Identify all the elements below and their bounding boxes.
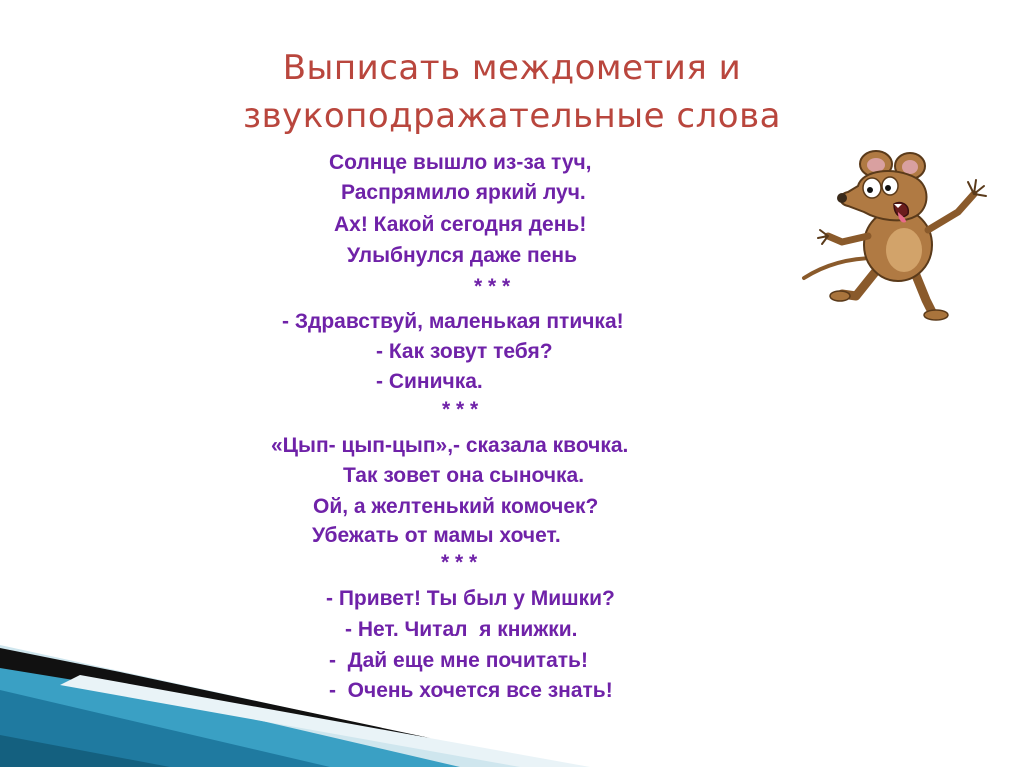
title-line-2: звукоподражательные слова bbox=[243, 96, 781, 136]
poem-line: Солнце вышло из-за туч, bbox=[329, 151, 592, 174]
stanza-separator: * * * bbox=[441, 551, 478, 574]
poem-line: Ах! Какой сегодня день! bbox=[334, 213, 587, 236]
poem-line: - Нет. Читал я книжки. bbox=[345, 618, 578, 641]
poem-line: - Синичка. bbox=[376, 370, 483, 393]
slide-title bbox=[0, 44, 1024, 140]
poem-line: - Как зовут тебя? bbox=[376, 340, 553, 363]
poem-line: - Привет! Ты был у Мишки? bbox=[326, 587, 615, 610]
stanza-separator: * * * bbox=[442, 398, 479, 421]
cartoon-mouse-icon bbox=[798, 150, 998, 325]
title-line-1: Выписать междометия и bbox=[282, 48, 742, 88]
stanza-separator: * * * bbox=[474, 275, 511, 298]
poem-line: - Дай еще мне почитать! bbox=[329, 649, 588, 672]
poem-line: «Цып- цып-цып»,- сказала квочка. bbox=[271, 434, 629, 457]
poem-line: Убежать от мамы хочет. bbox=[312, 524, 561, 547]
poem-line: - Здравствуй, маленькая птичка! bbox=[282, 310, 624, 333]
poem-line: Так зовет она сыночка. bbox=[343, 464, 585, 487]
poem-line: Улыбнулся даже пень bbox=[347, 244, 577, 267]
poem-line: Ой, а желтенький комочек? bbox=[313, 495, 599, 518]
poem-line: - Очень хочется все знать! bbox=[329, 679, 613, 702]
poem-line: Распрямило яркий луч. bbox=[341, 181, 586, 204]
